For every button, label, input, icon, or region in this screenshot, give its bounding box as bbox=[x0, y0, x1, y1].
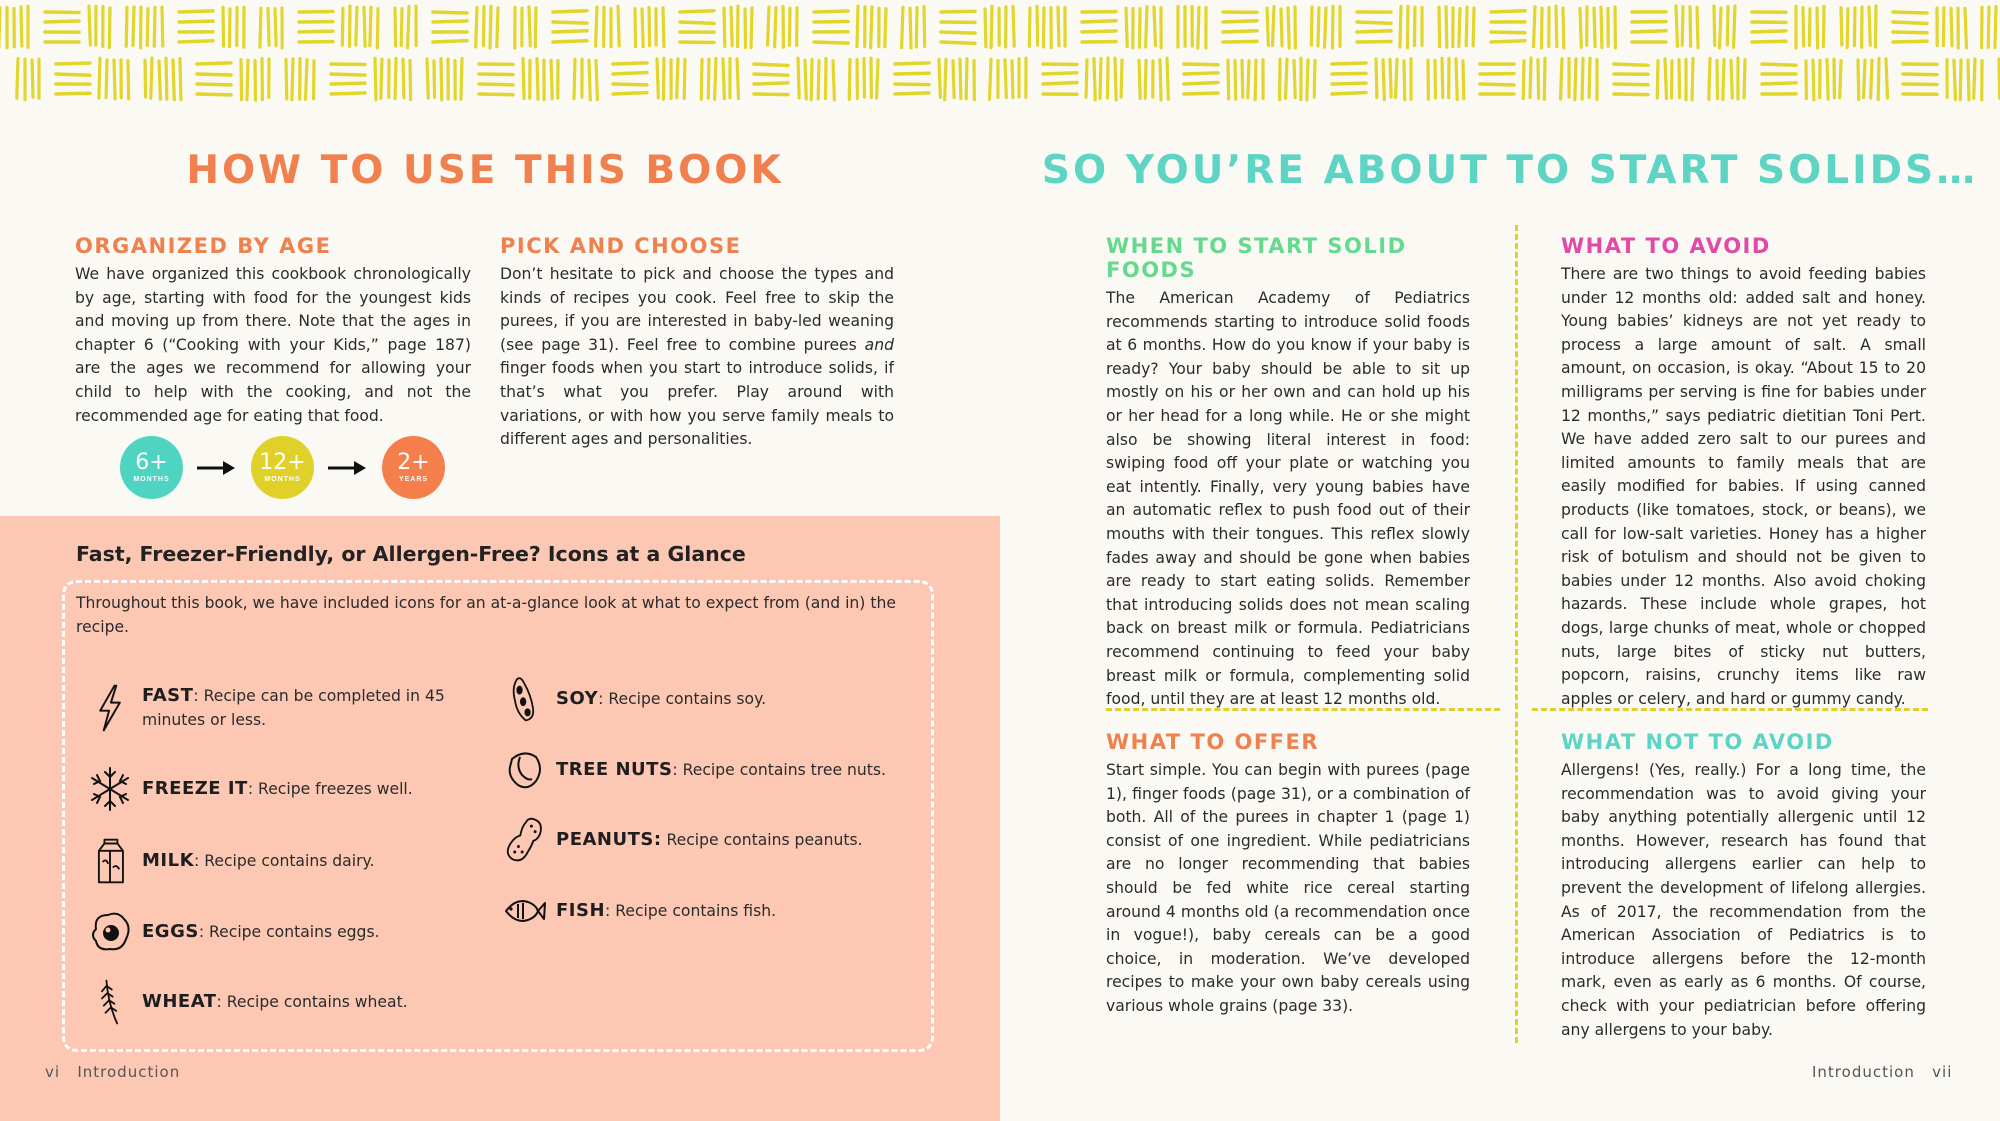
peanut-icon bbox=[502, 815, 546, 865]
when-to-start-section bbox=[1106, 234, 1470, 712]
tree-nut-icon bbox=[502, 745, 546, 795]
legend-item-peanuts: PEANUTS: Recipe contains peanuts. bbox=[502, 815, 863, 865]
pick-and-choose-section bbox=[500, 234, 894, 452]
legend-item-fish: FISH: Recipe contains fish. bbox=[502, 886, 776, 936]
legend-item-tree-nuts: TREE NUTS: Recipe contains tree nuts. bbox=[502, 745, 886, 795]
icons-intro-text: Throughout this book, we have included icons for an at-a-glance look at what to expect from (and in) the recipe. bbox=[76, 594, 896, 636]
horizontal-divider-right bbox=[1532, 708, 1928, 711]
legend-item-wheat: WHEAT: Recipe contains wheat. bbox=[88, 977, 408, 1027]
what-to-offer-section bbox=[1106, 730, 1470, 1019]
what-to-avoid-text: There are two things to avoid feeding babies under 12 months old: added salt and honey. Young babies’ kidneys are not yet ready to process a large amount of salt. A small amount, on occasion, is okay. “About 15 to 20 milligrams per serving is fine for babies under 12 months,” says pediatric dietitian Toni Pert. We have added zero salt to our purees and limited amounts to family meals that are easily modified for babies. If using canned products (like tomatoes, stock, or beans), we call for low-salt varieties. Honey has a higher risk of botulism and should not be given to babies under 12 months. Also avoid choking hazards. These include whole grapes, hot dogs, large chunks of meat, whole or chopped nuts, large bites of sticky nut butters, popcorn, raisins, crunchy items like raw apples or celery, and hard or gummy candy. bbox=[1561, 265, 1926, 708]
what-to-offer-text: Start simple. You can begin with purees (page 1), finger foods (page 31), or a combination of both. All of the purees in chapter 1 (page 1) consist of one ingredient. While pediatricians are no longer recommending that babies should be fed white rice cereal starting around 4 months old (a recommendation once in vogue!), baby cereals can be a good choice, in moderation. We’ve developed recipes to make your own baby cereals using various whole grains (page 33). bbox=[1106, 761, 1470, 1015]
what-not-to-avoid-heading: WHAT NOT TO AVOID bbox=[1561, 730, 1834, 754]
legend-item-soy: SOY: Recipe contains soy. bbox=[502, 674, 766, 724]
snowflake-icon bbox=[88, 764, 132, 814]
arrow-right-icon bbox=[195, 458, 239, 478]
organized-by-age-text: We have organized this cookbook chronologically by age, starting with food for the youngest kids and moving up from there. Note that the ages in chapter 6 (“Cooking with your Kids,” page 187) are the ages we recommend for allowing your child to help with the cooking, and not the recommended age for eating that food. bbox=[75, 265, 471, 425]
horizontal-divider-left bbox=[1106, 708, 1500, 711]
fish-icon bbox=[502, 886, 546, 936]
egg-icon bbox=[88, 907, 132, 957]
organized-by-age-section bbox=[75, 234, 471, 428]
pick-and-choose-heading: PICK AND CHOOSE bbox=[500, 234, 742, 258]
header-pattern bbox=[0, 0, 2000, 105]
age-badge-6-months: 6+ MONTHS bbox=[120, 436, 183, 499]
legend-item-freeze-it: FREEZE IT: Recipe freezes well. bbox=[88, 764, 413, 814]
what-to-avoid-heading: WHAT TO AVOID bbox=[1561, 234, 1771, 258]
arrow-right-icon bbox=[326, 458, 370, 478]
age-progression bbox=[120, 436, 445, 499]
right-folio: Introduction vii bbox=[1812, 1063, 1953, 1081]
wheat-icon bbox=[88, 977, 132, 1027]
when-to-start-text: The American Academy of Pediatrics recommends starting to introduce solid foods at 6 months. How do you know if your baby is ready? Your baby should be able to sit up mostly on his or her own and can hold up his or her head for a long while. He or she might also be showing literal interest in food: swiping food off your plate or watching you eat intently. Finally, very young babies have an automatic reflex to push food out of their mouths with their tongues. This reflex slowly fades away and should be gone when babies are ready to start eating solids. Remember that introducing solids does not mean scaling back on breast milk or formula. Pediatricians recommend continuing to feed your baby breast milk or formula, complementing solid food, until they are at least 12 months old. bbox=[1106, 289, 1470, 709]
milk-carton-icon bbox=[88, 836, 132, 886]
what-not-to-avoid-text: Allergens! (Yes, really.) For a long time, the recommendation was to avoid giving your baby anything potentially allergenic until 12 months. However, research has found that introducing allergens earlier can help to prevent the development of lifelong allergies. As of 2017, the recommendation from the American Association of Pediatrics is to introduce allergens before the 12-month mark, even as early as 6 months. Of course, check with your pediatrician before offering any allergens to your baby. bbox=[1561, 761, 1926, 1039]
pick-and-choose-text: Don’t hesitate to pick and choose the types and kinds of recipes you cook. Feel free to skip the purees, if you are interested in baby-led weaning (see page 31). Feel free to combine purees and finger foods when you start to introduce solids, if that’s what you prefer. Play around with variations, or with how you serve family meals to different ages and personalities. bbox=[500, 265, 894, 449]
age-badge-12-months: 12+ MONTHS bbox=[251, 436, 314, 499]
left-page-title: HOW TO USE THIS BOOK bbox=[186, 148, 784, 193]
what-to-avoid-section bbox=[1561, 234, 1926, 711]
what-to-offer-heading: WHAT TO OFFER bbox=[1106, 730, 1320, 754]
soybean-icon bbox=[502, 674, 546, 724]
vertical-divider bbox=[1515, 225, 1518, 1043]
age-badge-2-years: 2+ YEARS bbox=[382, 436, 445, 499]
what-not-to-avoid-section bbox=[1561, 730, 1926, 1042]
icons-panel-title: Fast, Freezer-Friendly, or Allergen-Free? Icons at a Glance bbox=[76, 542, 746, 566]
left-folio: vi Introduction bbox=[45, 1063, 181, 1081]
lightning-icon bbox=[88, 683, 132, 733]
organized-by-age-heading: ORGANIZED BY AGE bbox=[75, 234, 332, 258]
right-page-title: SO YOU’RE ABOUT TO START SOLIDS… bbox=[1041, 148, 1979, 193]
when-to-start-heading: WHEN TO START SOLID FOODS bbox=[1106, 234, 1407, 282]
legend-item-fast: FAST: Recipe can be completed in 45 minutes or less. bbox=[88, 683, 448, 733]
legend-item-eggs: EGGS: Recipe contains eggs. bbox=[88, 907, 380, 957]
legend-item-milk: MILK: Recipe contains dairy. bbox=[88, 836, 374, 886]
